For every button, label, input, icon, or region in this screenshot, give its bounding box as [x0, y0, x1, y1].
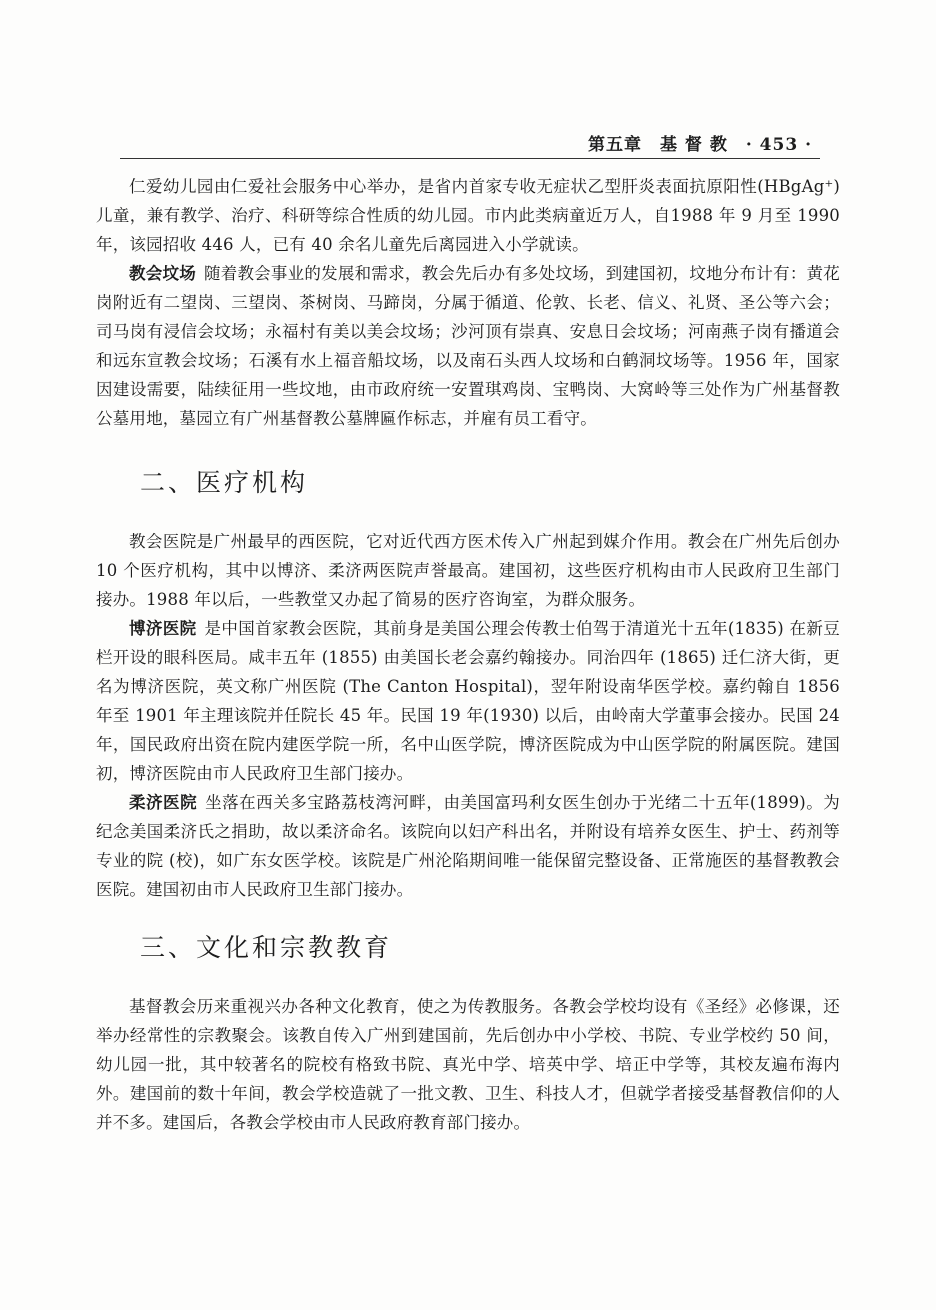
boji-hospital-paragraph — [96, 614, 840, 788]
cemetery-term: 教会坟场 — [129, 264, 196, 283]
cemetery-paragraph — [96, 259, 840, 433]
rouji-hospital-text: 坐落在西关多宝路荔枝湾河畔，由美国富玛利女医生创办于光绪二十五年(1899)。为纪念美国柔济氏之捐助，故以柔济命名。该院向以妇产科出名，并附设有培养女医生、护士、药剂等专业的院 (校)，如广东女医学校。该院是广州沦陷期间唯一能保留完整设备、正常施医的基督教教会医院。建国初由市人民政府卫生部门接办。 — [96, 793, 840, 899]
rouji-hospital-paragraph — [96, 788, 840, 904]
education-intro-paragraph: 基督教会历来重视兴办各种文化教育，使之为传教服务。各教会学校均设有《圣经》必修课，还举办经常性的宗教聚会。该教自传入广州到建国前，先后创办中小学校、书院、专业学校约 50 间，幼儿园一批，其中较著名的院校有格致书院、真光中学、培英中学、培正中学等，其校友遍布海内外。建国前的数十年间，教会学校造就了一批文教、卫生、科技人才，但就学者接受基督教信仰的人并不多。建国后，各教会学校由市人民政府教育部门接办。 — [96, 997, 840, 1132]
kindergarten-paragraph: 仁爱幼儿园由仁爱社会服务中心举办，是省内首家专收无症状乙型肝炎表面抗原阳性(HBgAg⁺) 儿童，兼有教学、治疗、科研等综合性质的幼儿园。市内此类病童近万人，自1988 年 9 月至 1990 年，该园招收 446 人，已有 40 余名儿童先后离园进入小学就读。 — [96, 177, 840, 254]
cemetery-text: 随着教会事业的发展和需求，教会先后办有多处坟场，到建国初，坟地分布计有：黄花岗附近有二望岗、三望岗、茶树岗、马蹄岗，分属于循道、伦敦、长老、信义、礼贤、圣公等六会；司马岗有浸信会坟场；永福村有美以美会坟场；沙河顶有崇真、安息日会坟场；河南燕子岗有播道会和远东宣教会坟场；石溪有水上福音船坟场，以及南石头西人坟场和白鹤洞坟场等。1956 年，国家因建设需要，陆续征用一些坟地，由市政府统一安置琪鸡岗、宝鸭岗、大窝岭等三处作为广州基督教公墓用地，墓园立有广州基督教公墓牌匾作标志，并雇有员工看守。 — [96, 264, 840, 428]
page-content — [96, 172, 840, 1137]
rouji-hospital-term: 柔济医院 — [129, 793, 198, 812]
boji-hospital-term: 博济医院 — [129, 619, 197, 638]
chapter-header-text: 第五章 基 督 教 · 453 · — [588, 135, 812, 155]
boji-hospital-text: 是中国首家教会医院，其前身是美国公理会传教士伯驾于清道光十五年(1835) 在新豆栏开设的眼科医局。咸丰五年 (1855) 由美国长老会嘉约翰接办。同治四年 (1865) 迁仁济大街，更名为博济医院，英文称广州医院 (The Canton Hospital)，翌年附设南华医学校。嘉约翰自 1856 年至 1901 年主理该院并任院长 45 年。民国 19 年(1930) 以后，由岭南大学董事会接办。民国 24 年，国民政府出资在院内建医学院一所，名中山医学院，博济医院成为中山医学院的附属医院。建国初，博济医院由市人民政府卫生部门接办。 — [96, 619, 840, 783]
running-header — [120, 130, 820, 159]
medical-intro-paragraph: 教会医院是广州最早的西医院，它对近代西方医术传入广州起到媒介作用。教会在广州先后创办 10 个医疗机构，其中以博济、柔济两医院声誉最高。建国初，这些医疗机构由市人民政府卫生部门接办。1988 年以后，一些教堂又办起了简易的医疗咨询室，为群众服务。 — [96, 532, 840, 609]
section-heading-education: 三、文化和宗教教育 — [140, 933, 393, 962]
section-heading-medical: 二、医疗机构 — [140, 468, 309, 497]
